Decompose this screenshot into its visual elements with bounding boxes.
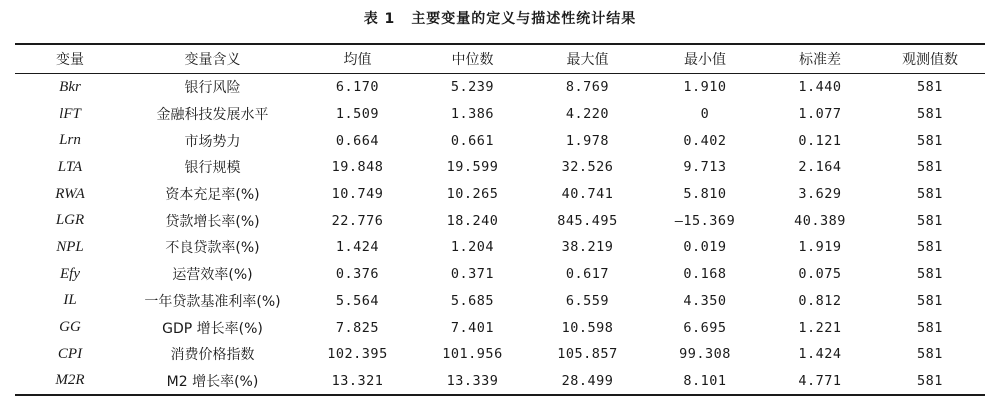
cell-observations: 581 bbox=[917, 186, 943, 203]
column-header-variable: 变量 bbox=[56, 52, 84, 68]
cell-variable: Efy bbox=[60, 265, 80, 282]
table-row bbox=[15, 154, 985, 181]
cell-median: 0.371 bbox=[450, 266, 495, 283]
column-header-median: 中位数 bbox=[451, 52, 494, 68]
cell-sd: 0.121 bbox=[798, 132, 842, 149]
cell-mean: 19.848 bbox=[331, 159, 384, 176]
cell-observations: 581 bbox=[917, 292, 943, 309]
cell-variable: Lrn bbox=[59, 132, 81, 149]
cell-observations: 581 bbox=[917, 319, 943, 336]
cell-meaning: GDP 增长率(%) bbox=[162, 320, 263, 337]
cell-sd: 1.440 bbox=[798, 79, 842, 96]
column-header-sd: 标准差 bbox=[799, 52, 841, 68]
cell-observations: 581 bbox=[917, 239, 943, 256]
cell-mean: 0.664 bbox=[335, 132, 380, 149]
cell-sd: 1.424 bbox=[798, 346, 842, 363]
cell-observations: 581 bbox=[917, 266, 943, 283]
cell-mean: 5.564 bbox=[335, 292, 380, 309]
table-row bbox=[15, 261, 985, 288]
cell-mean: 10.749 bbox=[331, 186, 384, 203]
cell-meaning: 运营效率(%) bbox=[172, 267, 253, 284]
cell-sd: 0.812 bbox=[798, 292, 842, 309]
cell-meaning: 金融科技发展水平 bbox=[156, 107, 269, 124]
table-row bbox=[15, 181, 985, 208]
cell-meaning: 一年贷款基准利率(%) bbox=[144, 293, 281, 310]
table-row bbox=[15, 74, 985, 101]
cell-max: 0.617 bbox=[565, 266, 610, 283]
table-row bbox=[15, 234, 985, 261]
cell-min: 0 bbox=[700, 106, 710, 123]
cell-median: 1.386 bbox=[450, 106, 495, 123]
cell-variable: IL bbox=[63, 292, 77, 309]
cell-observations: 581 bbox=[917, 372, 943, 389]
cell-median: 5.239 bbox=[450, 79, 495, 96]
column-header-mean: 均值 bbox=[343, 52, 372, 68]
table-title: 主要变量的定义与描述性统计结果 bbox=[411, 11, 637, 27]
table-row bbox=[15, 288, 985, 315]
cell-median: 18.240 bbox=[446, 212, 499, 229]
descriptive-statistics-table bbox=[15, 43, 985, 396]
cell-variable: M2R bbox=[55, 372, 85, 389]
cell-max: 8.769 bbox=[565, 79, 610, 96]
cell-meaning: 贷款增长率(%) bbox=[165, 213, 260, 230]
cell-sd: 1.919 bbox=[798, 239, 842, 256]
column-header-min: 最小值 bbox=[684, 52, 726, 68]
cell-mean: 6.170 bbox=[335, 79, 380, 96]
cell-min: 99.308 bbox=[679, 346, 731, 363]
cell-min: —15.369 bbox=[674, 212, 736, 229]
cell-variable: CPI bbox=[57, 345, 83, 362]
table-row bbox=[15, 207, 985, 234]
column-header-observations: 观测值数 bbox=[902, 52, 958, 68]
cell-median: 10.265 bbox=[446, 186, 499, 203]
cell-max: 32.526 bbox=[561, 159, 614, 176]
cell-mean: 1.509 bbox=[335, 106, 380, 123]
cell-observations: 581 bbox=[917, 346, 943, 363]
cell-min: 0.402 bbox=[683, 132, 727, 149]
cell-median: 19.599 bbox=[446, 159, 499, 176]
cell-mean: 7.825 bbox=[335, 319, 380, 336]
cell-variable: lFT bbox=[59, 105, 81, 122]
table-body bbox=[15, 74, 985, 396]
cell-observations: 581 bbox=[917, 79, 943, 96]
cell-variable: NPL bbox=[56, 238, 84, 255]
cell-min: 9.713 bbox=[683, 159, 727, 176]
cell-meaning: 银行风险 bbox=[184, 80, 241, 97]
cell-observations: 581 bbox=[917, 106, 943, 123]
cell-min: 5.810 bbox=[683, 186, 727, 203]
cell-sd: 0.075 bbox=[798, 266, 842, 283]
table-row bbox=[15, 368, 985, 396]
cell-observations: 581 bbox=[917, 212, 943, 229]
cell-max: 10.598 bbox=[561, 319, 614, 336]
cell-variable: RWA bbox=[55, 185, 85, 202]
cell-meaning: 资本充足率(%) bbox=[165, 187, 260, 204]
cell-observations: 581 bbox=[917, 132, 943, 149]
cell-mean: 22.776 bbox=[331, 212, 384, 229]
cell-sd: 4.771 bbox=[798, 372, 842, 389]
cell-max: 28.499 bbox=[561, 372, 614, 389]
cell-variable: Bkr bbox=[59, 78, 81, 95]
cell-median: 1.204 bbox=[450, 239, 495, 256]
cell-min: 4.350 bbox=[683, 292, 727, 309]
cell-max: 38.219 bbox=[561, 239, 614, 256]
column-header-meaning: 变量含义 bbox=[184, 52, 241, 68]
cell-meaning: 市场势力 bbox=[184, 133, 241, 150]
table-row bbox=[15, 127, 985, 154]
cell-median: 13.339 bbox=[446, 372, 499, 389]
cell-min: 1.910 bbox=[683, 79, 727, 96]
table-row bbox=[15, 341, 985, 368]
cell-meaning: M2 增长率(%) bbox=[166, 373, 259, 390]
cell-median: 5.685 bbox=[450, 292, 495, 309]
header-row bbox=[15, 44, 985, 74]
cell-sd: 1.221 bbox=[798, 319, 842, 336]
cell-min: 8.101 bbox=[683, 372, 727, 389]
table-row bbox=[15, 101, 985, 128]
table-row bbox=[15, 314, 985, 341]
cell-max: 6.559 bbox=[565, 292, 610, 309]
cell-max: 845.495 bbox=[557, 212, 618, 229]
cell-median: 101.956 bbox=[442, 346, 503, 363]
cell-max: 4.220 bbox=[565, 106, 610, 123]
cell-mean: 1.424 bbox=[335, 239, 380, 256]
cell-max: 105.857 bbox=[557, 346, 618, 363]
cell-mean: 102.395 bbox=[327, 346, 388, 363]
cell-meaning: 消费价格指数 bbox=[170, 347, 255, 364]
cell-min: 6.695 bbox=[683, 319, 727, 336]
cell-median: 0.661 bbox=[450, 132, 495, 149]
cell-min: 0.019 bbox=[683, 239, 727, 256]
cell-meaning: 银行规模 bbox=[184, 160, 241, 177]
cell-sd: 40.389 bbox=[794, 212, 846, 229]
cell-sd: 1.077 bbox=[798, 106, 842, 123]
cell-variable: LGR bbox=[55, 212, 85, 229]
cell-max: 1.978 bbox=[565, 132, 610, 149]
cell-sd: 3.629 bbox=[798, 186, 842, 203]
table-number: 表 1 bbox=[363, 11, 396, 27]
cell-max: 40.741 bbox=[561, 186, 614, 203]
cell-variable: GG bbox=[59, 319, 81, 336]
cell-observations: 581 bbox=[917, 159, 943, 176]
cell-meaning: 不良贷款率(%) bbox=[165, 240, 260, 257]
cell-sd: 2.164 bbox=[798, 159, 842, 176]
cell-mean: 13.321 bbox=[331, 372, 384, 389]
cell-min: 0.168 bbox=[683, 266, 727, 283]
cell-median: 7.401 bbox=[450, 319, 495, 336]
cell-variable: LTA bbox=[57, 158, 83, 175]
table-caption bbox=[0, 8, 1000, 28]
column-header-max: 最大值 bbox=[566, 52, 609, 68]
cell-mean: 0.376 bbox=[335, 266, 380, 283]
